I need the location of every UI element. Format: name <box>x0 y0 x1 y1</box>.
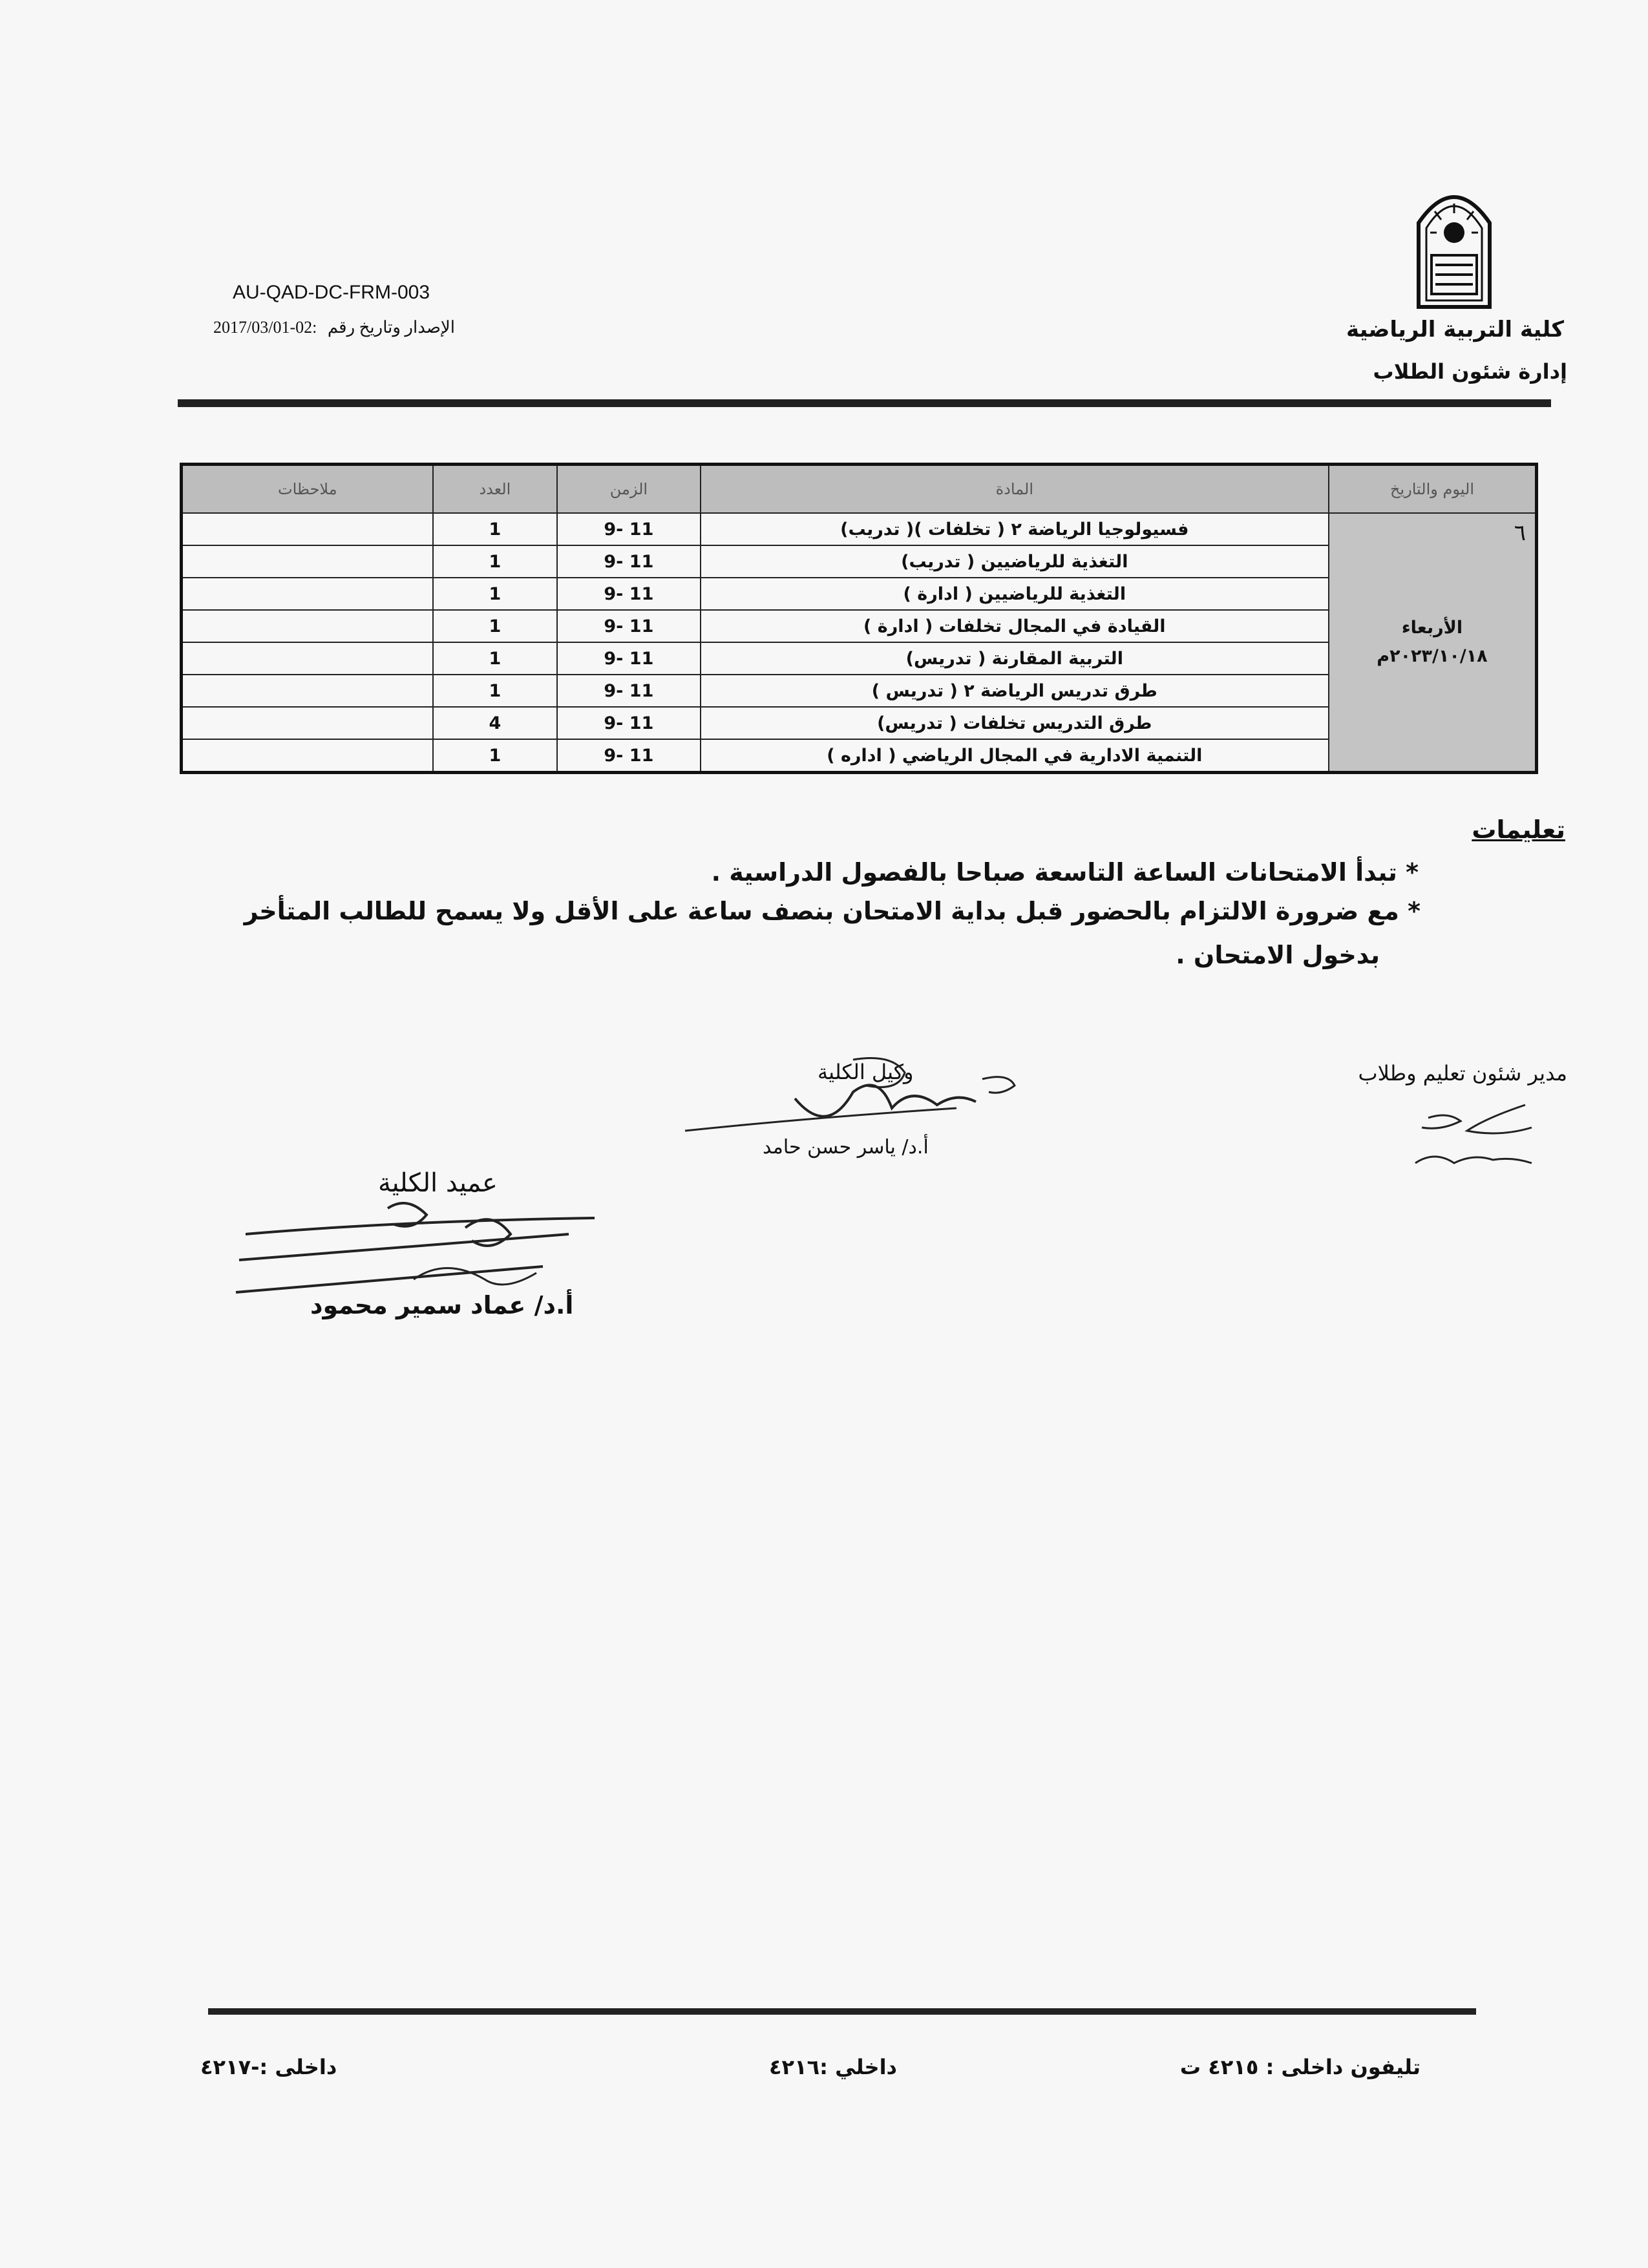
header-subject: المادة <box>701 465 1329 514</box>
footer-rule <box>208 2008 1476 2015</box>
time-cell: 9- 11 <box>557 610 700 642</box>
subject-cell: فسيولوجيا الرياضة ٢ ( تخلفات )( تدريب) <box>701 513 1329 545</box>
count-cell: 1 <box>433 610 558 642</box>
subject-cell: التنمية الادارية في المجال الرياضي ( اداره ) <box>701 739 1329 773</box>
count-cell: 1 <box>433 578 558 610</box>
exam-schedule-table <box>180 463 1538 774</box>
subject-cell: التغذية للرياضيين ( تدريب) <box>701 545 1329 578</box>
dean-name: أ.د/ عماد سمير محمود <box>310 1291 574 1319</box>
time-cell: 9- 11 <box>557 675 700 707</box>
count-cell: 1 <box>433 513 558 545</box>
day-name: الأربعاء <box>1401 618 1463 638</box>
affairs-manager-title: مدير شئون تعليم وطلاب <box>1358 1061 1567 1086</box>
count-cell: 4 <box>433 707 558 739</box>
time-cell: 9- 11 <box>557 513 700 545</box>
dean-signature-icon <box>233 1195 607 1305</box>
instruction-line: * مع ضرورة الالتزام بالحضور قبل بداية الامتحان بنصف ساعة على الأقل ولا يسمح للطالب المتأخر <box>244 897 1421 925</box>
instruction-line: * تبدأ الامتحانات الساعة التاسعة صباحا بالفصول الدراسية . <box>711 858 1419 887</box>
issue-info <box>213 318 455 337</box>
count-cell: 1 <box>433 642 558 675</box>
day-date-cell <box>1329 513 1537 773</box>
dean-title: عميد الكلية <box>378 1168 498 1198</box>
header-time: الزمن <box>557 465 700 514</box>
time-cell: 9- 11 <box>557 707 700 739</box>
form-code: AU-QAD-DC-FRM-003 <box>233 282 430 303</box>
day-date: ٢٠٢٣/١٠/١٨م <box>1377 646 1488 666</box>
notes-cell <box>182 545 433 578</box>
vice-dean-signature-icon <box>679 1047 1041 1150</box>
count-cell: 1 <box>433 545 558 578</box>
notes-cell <box>182 739 433 773</box>
notes-cell <box>182 707 433 739</box>
vice-dean-name: أ.د/ ياسر حسن حامد <box>763 1136 929 1159</box>
notes-cell <box>182 675 433 707</box>
count-cell: 1 <box>433 739 558 773</box>
time-cell: 9- 11 <box>557 545 700 578</box>
header-rule <box>178 399 1551 407</box>
notes-cell <box>182 513 433 545</box>
issue-label: الإصدار وتاريخ رقم <box>327 318 455 337</box>
vice-dean-title: وكيل الكلية <box>818 1060 914 1084</box>
university-logo-icon <box>1412 178 1496 310</box>
subject-cell: التغذية للرياضيين ( ادارة ) <box>701 578 1329 610</box>
count-cell: 1 <box>433 675 558 707</box>
affairs-signature-icon <box>1389 1092 1558 1182</box>
department-name: إدارة شئون الطلاب <box>1373 359 1567 384</box>
instructions-title: تعليمات <box>1472 815 1565 844</box>
header-day-date: اليوم والتاريخ <box>1329 465 1537 514</box>
issue-value: 2017/03/01-02: <box>213 318 317 337</box>
subject-cell: طرق التدريس تخلفات ( تدريس) <box>701 707 1329 739</box>
footer-extension: داخلى :-٤٢١٧ <box>200 2055 337 2079</box>
footer-phone: تليفون داخلى : ٤٢١٥ ت <box>1179 2055 1421 2079</box>
college-name: كلية التربية الرياضية <box>1346 317 1564 342</box>
subject-cell: طرق تدريس الرياضة ٢ ( تدريس ) <box>701 675 1329 707</box>
header-notes: ملاحظات <box>182 465 433 514</box>
instruction-line: بدخول الامتحان . <box>1176 941 1380 969</box>
footer-extension: داخلي :٤٢١٦ <box>769 2055 897 2079</box>
header-count: العدد <box>433 465 558 514</box>
table-header-row <box>182 465 1537 514</box>
notes-cell <box>182 578 433 610</box>
day-number: ٦ <box>1514 520 1526 546</box>
subject-cell: القيادة في المجال تخلفات ( ادارة ) <box>701 610 1329 642</box>
table-row <box>182 513 1537 545</box>
time-cell: 9- 11 <box>557 739 700 773</box>
notes-cell <box>182 642 433 675</box>
notes-cell <box>182 610 433 642</box>
subject-cell: التربية المقارنة ( تدريس) <box>701 642 1329 675</box>
time-cell: 9- 11 <box>557 642 700 675</box>
time-cell: 9- 11 <box>557 578 700 610</box>
